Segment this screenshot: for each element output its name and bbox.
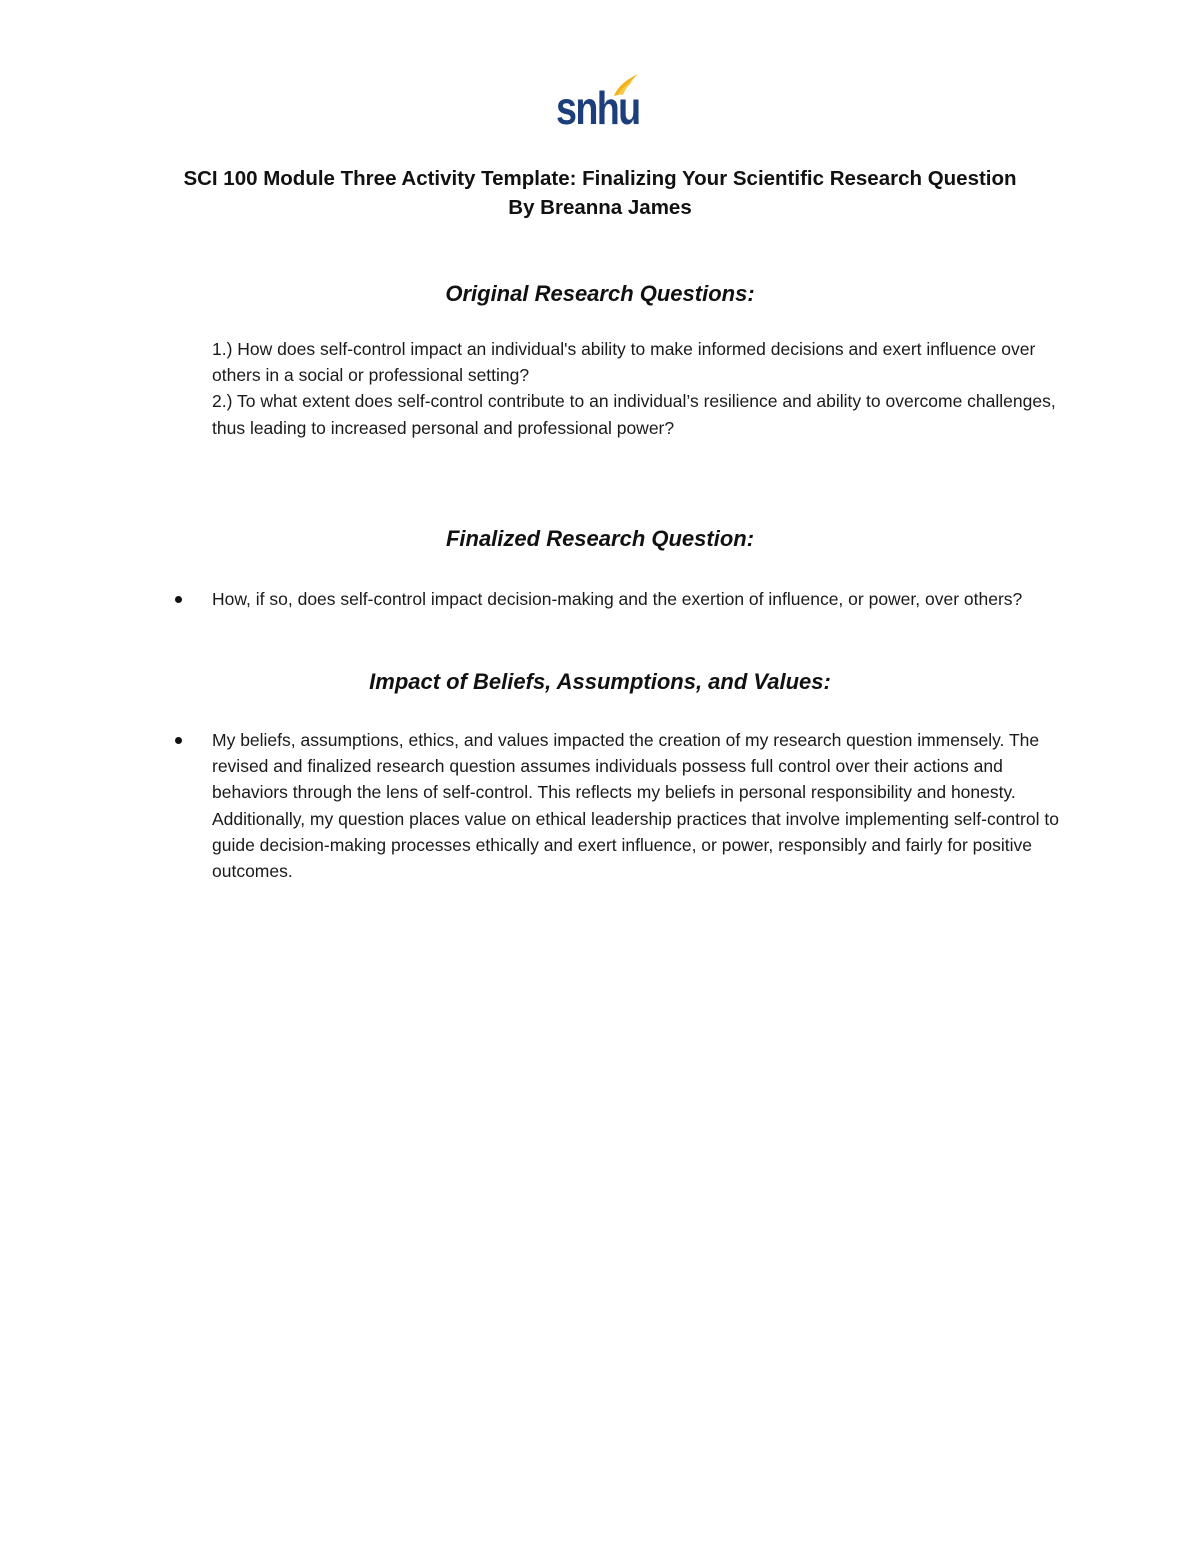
snhu-logo [550,70,650,136]
bullet-icon [175,737,182,744]
document-title: SCI 100 Module Three Activity Template: Finalizing Your Scientific Research Question [183,167,1017,190]
finalized-question-heading: Finalized Research Question: [445,526,755,551]
finalized-question-text: How, if so, does self-control impact decision-making and the exertion of influence, or power, over others? [212,589,1023,609]
original-question-2: 2.) To what extent does self-control contribute to an individual’s resilience and ability to overcome challenges, thus leading to increased personal and professional power? [212,391,1056,438]
document-byline: By Breanna James [508,196,692,219]
impact-text: My beliefs, assumptions, ethics, and values impacted the creation of my research question immensely. The revised and finalized research question assumes individuals possess full control over their actions and behaviors through the lens of self-control. This reflects my beliefs in personal responsibility and honesty. Additionally, my question places value on ethical leadership practices that involve implementing self-control to guide decision-making processes ethically and exert influence, or power, responsibly and fairly for positive outcomes. [212,730,1059,882]
impact-heading: Impact of Beliefs, Assumptions, and Values: [369,669,831,694]
bullet-icon [175,596,182,603]
original-question-1: 1.) How does self-control impact an individual's ability to make informed decisions and exert influence over others in a social or professional setting? [212,339,1036,386]
logo-wordmark: snhu [556,82,640,134]
original-questions-heading: Original Research Questions: [445,281,755,306]
original-questions-list [212,336,1072,441]
document-title-block [100,164,1100,222]
